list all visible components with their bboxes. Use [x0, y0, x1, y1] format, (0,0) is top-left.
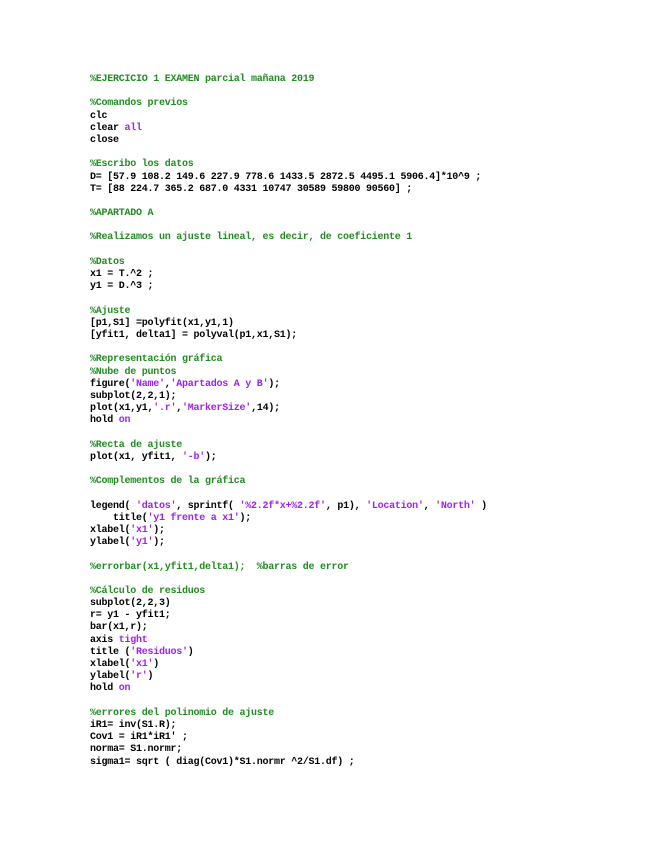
code-token: ); [239, 512, 252, 524]
comment-text: %Escribo los datos [90, 159, 194, 171]
comment-text: %errores del polinomio de ajuste [90, 707, 275, 719]
comment-text: %Complementos de la gráfica [90, 476, 246, 488]
code-token: subplot(2,2,1); [90, 390, 177, 402]
comment-text: %EJERCICIO 1 EXAMEN parcial mañana 2019 [90, 74, 315, 85]
code-line [90, 111, 635, 123]
code-line [90, 452, 635, 464]
blank-line [90, 196, 635, 208]
comment-line [90, 98, 635, 110]
blank-line [90, 220, 635, 232]
code-token: ); [153, 524, 165, 536]
code-line [90, 732, 635, 744]
blank-line [90, 574, 635, 586]
code-line [90, 683, 635, 695]
code-line [90, 659, 635, 671]
comment-line [90, 476, 635, 488]
string-token: 'Apartados A y B' [170, 378, 269, 390]
code-line [90, 172, 635, 184]
code-token: ,14); [251, 403, 280, 415]
comment-line [90, 159, 635, 171]
comment-text: %Nube de puntos [90, 366, 177, 378]
code-line [90, 610, 635, 622]
code-token: ); [153, 537, 165, 549]
code-token: , [423, 500, 436, 512]
string-token: 'North' [435, 500, 476, 512]
code-line [90, 757, 635, 769]
code-token: close [90, 134, 119, 146]
code-token: x1 = T.^2 ; [90, 269, 154, 280]
code-token: figure( [90, 378, 131, 390]
string-token: '.r' [153, 403, 177, 415]
comment-text: %Datos [90, 256, 125, 268]
comment-text: %Ajuste [90, 305, 131, 317]
code-line [90, 123, 635, 135]
comment-text: %Recta de ajuste [90, 439, 183, 451]
code-token: legend( [90, 500, 137, 512]
comment-text: %APARTADO A [90, 208, 154, 220]
code-line [90, 415, 635, 427]
blank-line [90, 549, 635, 561]
blank-line [90, 488, 635, 500]
comment-line [90, 257, 635, 269]
blank-line [90, 427, 635, 439]
code-line [90, 379, 635, 391]
code-token: clear [90, 122, 125, 134]
comment-line [90, 440, 635, 452]
blank-line [90, 464, 635, 476]
code-line [90, 598, 635, 610]
code-line [90, 281, 635, 293]
code-token: hold [90, 415, 119, 427]
code-line [90, 720, 635, 732]
code-token: , [176, 403, 183, 415]
code-token: hold [90, 683, 119, 695]
code-token: norma= S1.normr; [90, 744, 183, 756]
blank-line [90, 696, 635, 708]
code-token: Cov1 = iR1*iR1' ; [90, 732, 188, 744]
code-token: sigma1= sqrt ( diag(Cov1)*S1.normr ^2/S1.df) ; [90, 756, 355, 768]
code-line [90, 525, 635, 537]
code-token: , p1), [325, 500, 367, 512]
code-token: subplot(2,2,3) [90, 598, 171, 610]
string-token: 'datos' [136, 500, 177, 512]
code-token: ); [205, 451, 217, 463]
comment-line [90, 562, 635, 574]
code-token: ylabel( [90, 671, 131, 683]
code-token: title ( [90, 646, 131, 658]
string-token: 'Residuos' [130, 646, 188, 658]
string-token: on [118, 415, 131, 427]
comment-line [90, 354, 635, 366]
code-token: y1 = D.^3 ; [90, 281, 154, 293]
string-token: 'Name' [130, 378, 165, 390]
code-line [90, 403, 635, 415]
comment-line [90, 586, 635, 598]
code-token: ) [187, 646, 194, 658]
string-token: 'y1' [130, 537, 154, 549]
string-token: 'r' [130, 671, 148, 683]
code-token: D= [57.9 108.2 149.6 227.9 778.6 1433.5 2872.5 4495.1 5906.4]*10^9 ; [90, 171, 482, 183]
string-token: 'MarkerSize' [182, 403, 252, 415]
code-line [90, 744, 635, 756]
code-token: [yfit1, delta1] = polyval(p1,x1,S1); [90, 329, 298, 341]
code-token: , sprintf( [176, 500, 240, 512]
comment-line [90, 708, 635, 720]
code-token: r= y1 - yfit1; [90, 610, 171, 622]
code-line [90, 537, 635, 549]
comment-text: %Realizamos un ajuste lineal, es decir, de coeficiente 1 [90, 232, 413, 244]
matlab-code-listing [90, 74, 635, 769]
string-token: all [124, 122, 142, 134]
code-token: ) [153, 659, 160, 670]
code-line [90, 391, 635, 403]
code-token: ) [147, 671, 154, 683]
code-line [90, 318, 635, 330]
code-token: [p1,S1] =polyfit(x1,y1,1) [90, 317, 234, 329]
code-line [90, 184, 635, 196]
blank-line [90, 342, 635, 354]
comment-line [90, 74, 635, 86]
comment-text: %errorbar(x1,yfit1,delta1); %barras de error [90, 561, 349, 573]
blank-line [90, 245, 635, 257]
blank-line [90, 293, 635, 305]
code-line [90, 501, 635, 513]
string-token: 'Location' [366, 500, 424, 512]
code-line [90, 635, 635, 647]
string-token: '-b' [182, 451, 206, 463]
code-token: ); [268, 378, 280, 390]
string-token: tight [118, 634, 148, 646]
comment-line [90, 208, 635, 220]
code-token: clc [90, 110, 108, 122]
comment-text: %Cálculo de residuos [90, 585, 206, 597]
code-line [90, 513, 635, 525]
code-token: plot(x1, yfit1, [90, 451, 183, 463]
string-token: 'x1' [130, 659, 154, 670]
comment-line [90, 306, 635, 318]
code-token: title( [90, 512, 148, 524]
code-token: plot(x1,y1, [90, 403, 154, 415]
comment-line [90, 232, 635, 244]
code-token: , [164, 378, 171, 390]
comment-line [90, 367, 635, 379]
code-token: bar(x1,r); [90, 622, 148, 634]
blank-line [90, 147, 635, 159]
string-token: 'y1 frente a x1' [147, 512, 240, 524]
blank-line [90, 86, 635, 98]
comment-text: %Representación gráfica [90, 354, 223, 366]
code-token: ylabel( [90, 537, 131, 549]
string-token: '%2.2f*x+%2.2f' [239, 500, 326, 512]
code-token: T= [88 224.7 365.2 687.0 4331 10747 30589 59800 90560] ; [90, 183, 413, 195]
code-token: ) [475, 500, 487, 512]
code-line [90, 330, 635, 342]
code-token: iR1= inv(S1.R); [90, 719, 177, 731]
code-token: xlabel( [90, 659, 131, 670]
code-line [90, 647, 635, 659]
code-line [90, 622, 635, 634]
code-line [90, 269, 635, 281]
code-token: xlabel( [90, 524, 131, 536]
string-token: on [118, 683, 131, 695]
code-line [90, 135, 635, 147]
string-token: 'x1' [130, 524, 154, 536]
code-token: axis [90, 634, 119, 646]
code-line [90, 671, 635, 683]
comment-text: %Comandos previos [90, 98, 188, 110]
